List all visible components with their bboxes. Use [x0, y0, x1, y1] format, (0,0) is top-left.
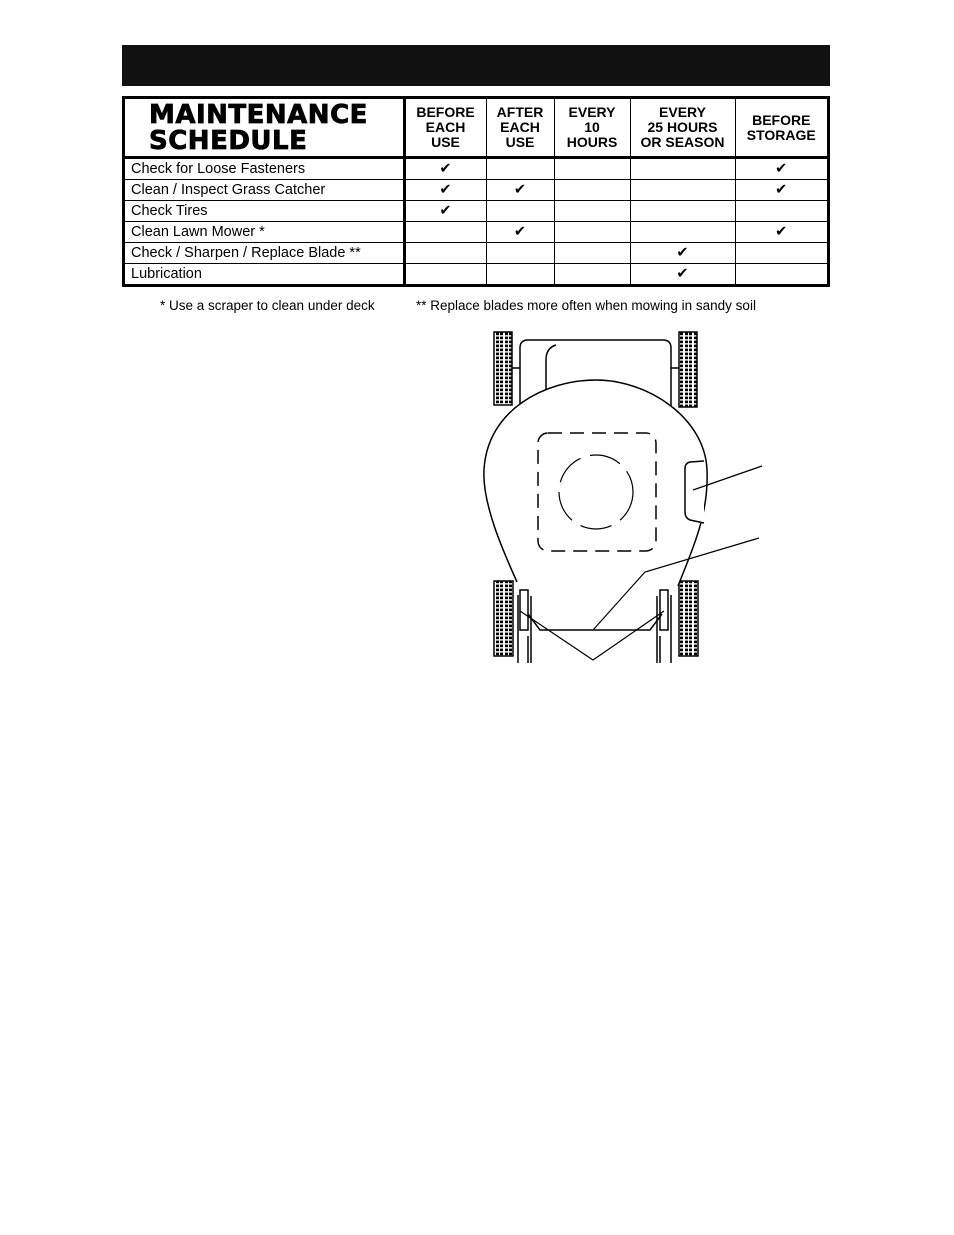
check-mark-icon: ✔	[775, 224, 788, 240]
check-mark-icon: ✔	[513, 224, 527, 240]
cell-after-each-use	[486, 264, 554, 285]
cell-every-25-hours	[630, 201, 735, 222]
check-mark-icon: ✔	[676, 266, 689, 282]
check-mark-icon: ✔	[676, 245, 689, 261]
footnote-clean-deck: * Use a scraper to clean under deck	[160, 298, 375, 313]
task-label: Check / Sharpen / Replace Blade **	[125, 243, 404, 264]
schedule-header-row	[125, 99, 827, 158]
task-label: Lubrication	[125, 264, 404, 285]
cell-before-storage	[735, 180, 827, 201]
cell-before-storage	[735, 158, 827, 180]
schedule-title-cell	[125, 99, 404, 158]
cell-after-each-use	[486, 222, 554, 243]
task-label: Check Tires	[125, 201, 404, 222]
cell-before-storage	[735, 201, 827, 222]
cell-every-25-hours	[630, 158, 735, 180]
cell-every-25-hours	[630, 264, 735, 285]
wheel-front-left	[494, 332, 520, 405]
table-row	[125, 243, 827, 264]
col-before-each-use: BEFORE EACH USE	[404, 99, 486, 158]
cell-every-25-hours	[630, 243, 735, 264]
cell-every-10-hours	[554, 158, 630, 180]
check-mark-icon: ✔	[439, 161, 452, 177]
table-row	[125, 222, 827, 243]
cell-every-10-hours	[554, 222, 630, 243]
cell-before-storage	[735, 264, 827, 285]
check-mark-icon: ✔	[513, 182, 527, 198]
col-before-storage: BEFORE STORAGE	[735, 99, 827, 158]
handle-right	[657, 590, 671, 663]
wheel-rear-right	[679, 581, 698, 656]
wheel-front-right	[671, 332, 697, 407]
discharge-chute	[685, 461, 704, 523]
table-row	[125, 201, 827, 222]
cell-before-storage	[735, 222, 827, 243]
col-every-25-hours: EVERY 25 HOURS OR SEASON	[630, 99, 735, 158]
check-mark-icon: ✔	[439, 182, 452, 198]
cell-every-25-hours	[630, 222, 735, 243]
wheel-rear-left	[494, 581, 513, 656]
cell-before-each-use	[404, 158, 486, 180]
table-row	[125, 180, 827, 201]
cell-before-storage	[735, 243, 827, 264]
table-row	[125, 158, 827, 180]
cell-every-10-hours	[554, 264, 630, 285]
maintenance-schedule-table	[122, 96, 830, 287]
cell-every-25-hours	[630, 180, 735, 201]
check-mark-icon: ✔	[439, 203, 452, 219]
check-mark-icon: ✔	[775, 161, 788, 177]
cell-before-each-use	[404, 222, 486, 243]
cell-after-each-use	[486, 158, 554, 180]
table-row	[125, 264, 827, 285]
cell-after-each-use	[486, 243, 554, 264]
col-after-each-use: AFTER EACH USE	[486, 99, 554, 158]
handle-left	[518, 590, 531, 663]
cell-after-each-use	[486, 180, 554, 201]
cell-before-each-use	[404, 201, 486, 222]
schedule-title: MAINTENANCE SCHEDULE	[149, 99, 368, 156]
col-every-10-hours: EVERY 10 HOURS	[554, 99, 630, 158]
footnote-sandy-soil: ** Replace blades more often when mowing in sandy soil	[416, 298, 756, 313]
section-header-bar	[122, 45, 830, 86]
task-label: Clean Lawn Mower *	[125, 222, 404, 243]
check-mark-icon: ✔	[775, 182, 788, 198]
cell-every-10-hours	[554, 201, 630, 222]
cell-every-10-hours	[554, 243, 630, 264]
task-label: Clean / Inspect Grass Catcher	[125, 180, 404, 201]
mower-deck	[484, 380, 707, 586]
cell-before-each-use	[404, 243, 486, 264]
cell-before-each-use	[404, 180, 486, 201]
leader-line-handles	[520, 611, 664, 660]
mower-top-view-diagram	[476, 326, 776, 671]
schedule-body	[125, 158, 827, 285]
cell-after-each-use	[486, 201, 554, 222]
cell-before-each-use	[404, 264, 486, 285]
cell-every-10-hours	[554, 180, 630, 201]
task-label: Check for Loose Fasteners	[125, 158, 404, 180]
